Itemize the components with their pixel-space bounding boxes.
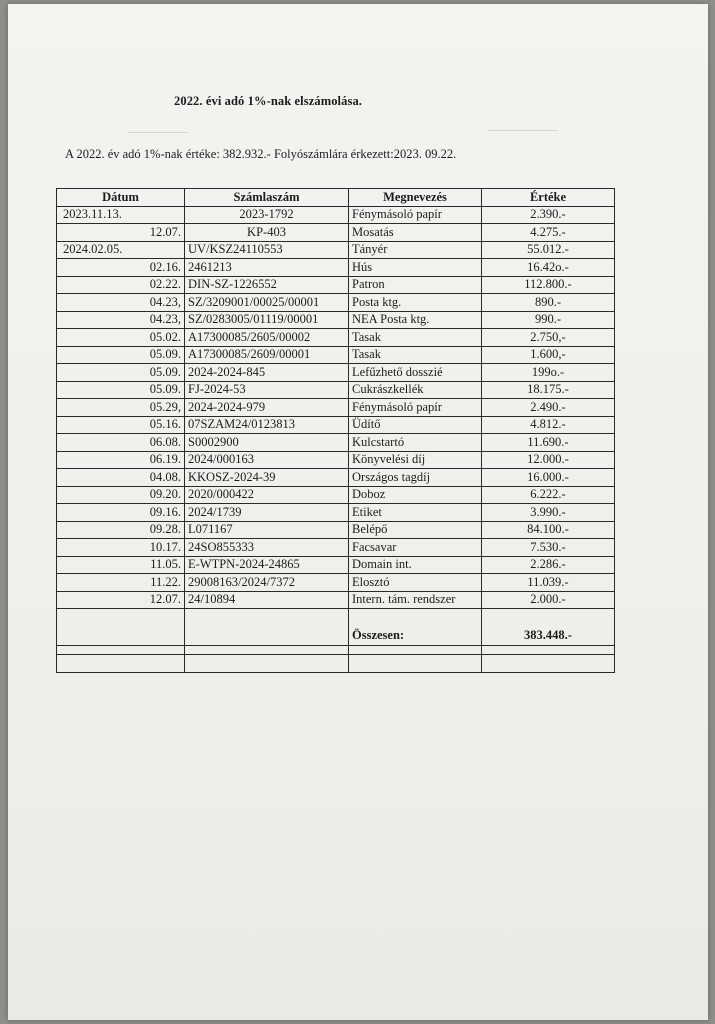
table-row xyxy=(57,556,615,574)
blank-cell xyxy=(349,646,482,655)
name-cell: Lefűzhető dosszié xyxy=(349,364,482,382)
table-row xyxy=(57,399,615,417)
date-cell: 06.19. xyxy=(57,451,185,469)
total-value: 383.448.- xyxy=(482,609,615,646)
date-cell: 09.16. xyxy=(57,504,185,522)
blank-cell xyxy=(349,655,482,673)
header-invoice: Számlaszám xyxy=(185,189,349,207)
table-row xyxy=(57,329,615,347)
value-cell: 7.530.- xyxy=(482,539,615,557)
invoice-cell: 29008163/2024/7372 xyxy=(185,574,349,592)
date-cell: 09.28. xyxy=(57,521,185,539)
faint-line-right xyxy=(488,130,558,131)
value-cell: 4.812.- xyxy=(482,416,615,434)
table-row xyxy=(57,591,615,609)
invoice-cell: DIN-SZ-1226552 xyxy=(185,276,349,294)
value-cell: 84.100.- xyxy=(482,521,615,539)
name-cell: Fénymásoló papír xyxy=(349,399,482,417)
table-row xyxy=(57,486,615,504)
name-cell: Facsavar xyxy=(349,539,482,557)
value-cell: 1.600,- xyxy=(482,346,615,364)
value-cell: 11.690.- xyxy=(482,434,615,452)
invoice-cell: A17300085/2609/00001 xyxy=(185,346,349,364)
invoice-cell: 2024/000163 xyxy=(185,451,349,469)
date-cell: 05.29, xyxy=(57,399,185,417)
date-cell: 2024.02.05. xyxy=(57,241,185,259)
invoice-cell: 24SO855333 xyxy=(185,539,349,557)
value-cell: 2.000.- xyxy=(482,591,615,609)
name-cell: Domain int. xyxy=(349,556,482,574)
blank-cell xyxy=(185,655,349,673)
table-row xyxy=(57,311,615,329)
date-cell: 05.02. xyxy=(57,329,185,347)
table-row xyxy=(57,259,615,277)
name-cell: Hús xyxy=(349,259,482,277)
table-body xyxy=(57,206,615,672)
date-cell: 06.08. xyxy=(57,434,185,452)
table-row xyxy=(57,416,615,434)
table-row xyxy=(57,294,615,312)
value-cell: 2.390.- xyxy=(482,206,615,224)
name-cell: Üdítő xyxy=(349,416,482,434)
table-row xyxy=(57,224,615,242)
date-cell: 10.17. xyxy=(57,539,185,557)
table-row xyxy=(57,539,615,557)
date-cell: 09.20. xyxy=(57,486,185,504)
table-row xyxy=(57,504,615,522)
blank-row xyxy=(57,655,615,673)
value-cell: 890.- xyxy=(482,294,615,312)
date-cell: 11.05. xyxy=(57,556,185,574)
name-cell: Tasak xyxy=(349,346,482,364)
invoice-cell: 07SZAM24/0123813 xyxy=(185,416,349,434)
value-cell: 990.- xyxy=(482,311,615,329)
table-row xyxy=(57,381,615,399)
name-cell: Etiket xyxy=(349,504,482,522)
expense-table xyxy=(56,188,615,673)
name-cell: Könyvelési díj xyxy=(349,451,482,469)
table-row xyxy=(57,521,615,539)
value-cell: 16.42o.- xyxy=(482,259,615,277)
table-row xyxy=(57,434,615,452)
name-cell: NEA Posta ktg. xyxy=(349,311,482,329)
date-cell: 12.07. xyxy=(57,591,185,609)
invoice-cell: 2020/000422 xyxy=(185,486,349,504)
name-cell: Elosztó xyxy=(349,574,482,592)
name-cell: Országos tagdíj xyxy=(349,469,482,487)
total-cell-empty-1 xyxy=(57,609,185,646)
invoice-cell: 2024-2024-979 xyxy=(185,399,349,417)
total-cell-empty-2 xyxy=(185,609,349,646)
faint-line-left xyxy=(128,132,188,133)
invoice-cell: KKOSZ-2024-39 xyxy=(185,469,349,487)
invoice-cell: SZ/0283005/01119/00001 xyxy=(185,311,349,329)
blank-cell xyxy=(482,655,615,673)
invoice-cell: A17300085/2605/00002 xyxy=(185,329,349,347)
table-row xyxy=(57,469,615,487)
total-row xyxy=(57,609,615,646)
name-cell: Belépő xyxy=(349,521,482,539)
table-row xyxy=(57,346,615,364)
blank-cell xyxy=(57,646,185,655)
table-row xyxy=(57,206,615,224)
invoice-cell: 2023-1792 xyxy=(185,206,349,224)
invoice-cell: 2461213 xyxy=(185,259,349,277)
table-row xyxy=(57,451,615,469)
date-cell: 12.07. xyxy=(57,224,185,242)
blank-cell xyxy=(185,646,349,655)
table-row xyxy=(57,364,615,382)
name-cell: Intern. tám. rendszer xyxy=(349,591,482,609)
invoice-cell: E-WTPN-2024-24865 xyxy=(185,556,349,574)
blank-cell xyxy=(57,655,185,673)
invoice-cell: 24/10894 xyxy=(185,591,349,609)
invoice-cell: L071167 xyxy=(185,521,349,539)
invoice-cell: 2024/1739 xyxy=(185,504,349,522)
table-row xyxy=(57,276,615,294)
name-cell: Tányér xyxy=(349,241,482,259)
value-cell: 12.000.- xyxy=(482,451,615,469)
value-cell: 18.175.- xyxy=(482,381,615,399)
value-cell: 2.750,- xyxy=(482,329,615,347)
document-intro: A 2022. év adó 1%-nak értéke: 382.932.- Folyószámlára érkezett:2023. 09.22. xyxy=(65,147,457,161)
date-cell: 11.22. xyxy=(57,574,185,592)
name-cell: Mosatás xyxy=(349,224,482,242)
header-value: Értéke xyxy=(482,189,615,207)
value-cell: 4.275.- xyxy=(482,224,615,242)
date-cell: 05.09. xyxy=(57,346,185,364)
invoice-cell: KP-403 xyxy=(185,224,349,242)
invoice-cell: SZ/3209001/00025/00001 xyxy=(185,294,349,312)
table-header-row xyxy=(57,189,615,207)
name-cell: Posta ktg. xyxy=(349,294,482,312)
value-cell: 3.990.- xyxy=(482,504,615,522)
date-cell: 04.23, xyxy=(57,294,185,312)
value-cell: 199o.- xyxy=(482,364,615,382)
name-cell: Fénymásoló papír xyxy=(349,206,482,224)
value-cell: 2.490.- xyxy=(482,399,615,417)
document-title: 2022. évi adó 1%-nak elszámolása. xyxy=(174,94,363,108)
date-cell: 05.09. xyxy=(57,381,185,399)
value-cell: 11.039.- xyxy=(482,574,615,592)
blank-row xyxy=(57,646,615,655)
value-cell: 6.222.- xyxy=(482,486,615,504)
name-cell: Cukrászkellék xyxy=(349,381,482,399)
date-cell: 04.08. xyxy=(57,469,185,487)
table-row xyxy=(57,241,615,259)
name-cell: Kulcstartó xyxy=(349,434,482,452)
value-cell: 16.000.- xyxy=(482,469,615,487)
total-label: Összesen: xyxy=(349,609,482,646)
date-cell: 04.23, xyxy=(57,311,185,329)
table-row xyxy=(57,574,615,592)
header-date: Dátum xyxy=(57,189,185,207)
name-cell: Patron xyxy=(349,276,482,294)
value-cell: 2.286.- xyxy=(482,556,615,574)
date-cell: 2023.11.13. xyxy=(57,206,185,224)
invoice-cell: UV/KSZ24110553 xyxy=(185,241,349,259)
blank-cell xyxy=(482,646,615,655)
invoice-cell: FJ-2024-53 xyxy=(185,381,349,399)
value-cell: 112.800.- xyxy=(482,276,615,294)
date-cell: 02.22. xyxy=(57,276,185,294)
invoice-cell: S0002900 xyxy=(185,434,349,452)
date-cell: 02.16. xyxy=(57,259,185,277)
header-name: Megnevezés xyxy=(349,189,482,207)
name-cell: Doboz xyxy=(349,486,482,504)
invoice-cell: 2024-2024-845 xyxy=(185,364,349,382)
date-cell: 05.16. xyxy=(57,416,185,434)
name-cell: Tasak xyxy=(349,329,482,347)
value-cell: 55.012.- xyxy=(482,241,615,259)
document-page xyxy=(8,4,708,1020)
date-cell: 05.09. xyxy=(57,364,185,382)
